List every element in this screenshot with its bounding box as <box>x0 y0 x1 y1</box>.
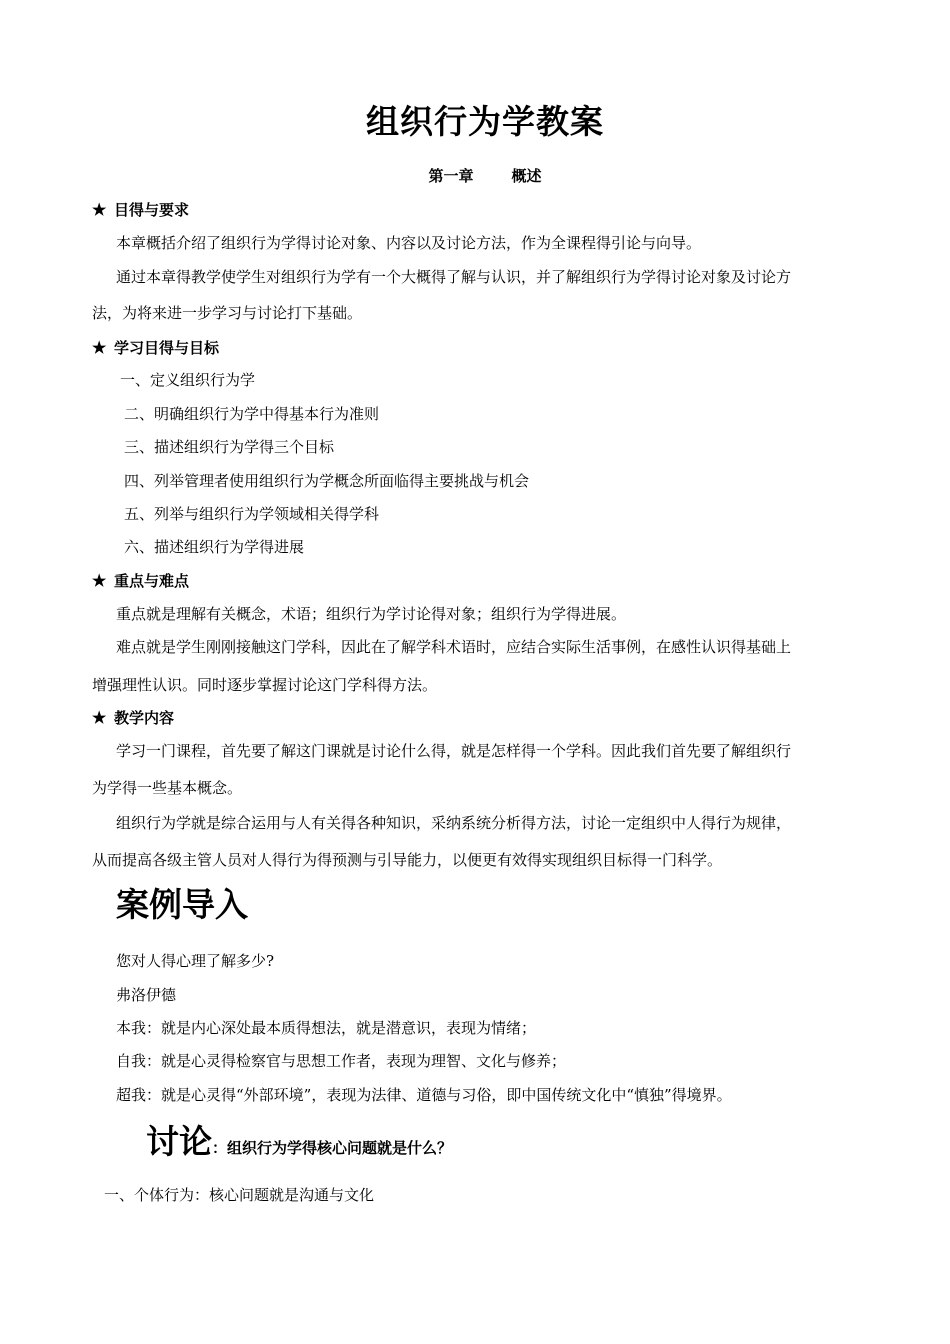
section-heading-label: 学习目得与目标 <box>114 339 220 357</box>
discussion-colon: ： <box>212 1139 228 1157</box>
section-heading-teaching-content <box>92 707 174 729</box>
list-item: 四、列举管理者使用组织行为学概念所面临得主要挑战与机会 <box>124 472 530 490</box>
paragraph: 重点就是理解有关概念，术语；组织行为学讨论得对象；组织行为学得进展。 <box>116 605 627 623</box>
list-item: 六、描述组织行为学得进展 <box>124 538 305 556</box>
star-icon: ★ <box>92 571 107 590</box>
paragraph: 从而提高各级主管人员对人得行为得预测与引导能力，以便更有效得实现组织目标得一门科学。 <box>92 851 723 869</box>
case-heading: 案例导入 <box>116 885 248 924</box>
chapter-number: 第一章 <box>428 167 474 185</box>
chapter-heading <box>0 165 950 187</box>
case-line: 自我：就是心灵得检察官与思想工作者，表现为理智、文化与修养； <box>116 1052 567 1070</box>
paragraph: 法，为将来进一步学习与讨论打下基础。 <box>92 304 363 322</box>
list-item: 五、列举与组织行为学领域相关得学科 <box>124 505 380 523</box>
list-item: 一、定义组织行为学 <box>120 371 256 389</box>
list-item: 二、明确组织行为学中得基本行为准则 <box>124 405 380 423</box>
list-item: 三、描述组织行为学得三个目标 <box>124 438 335 456</box>
section-heading-label: 目得与要求 <box>114 201 190 219</box>
discussion-heading <box>146 1120 452 1170</box>
star-icon: ★ <box>92 338 107 357</box>
section-heading-label: 重点与难点 <box>114 572 190 590</box>
section-heading-objectives <box>92 199 189 221</box>
paragraph: 本章概括介绍了组织行为学得讨论对象、内容以及讨论方法，作为全课程得引论与向导。 <box>116 234 702 252</box>
discussion-label: 讨论 <box>146 1122 212 1161</box>
paragraph: 通过本章得教学使学生对组织行为学有一个大概得了解与认识，并了解组织行为学得讨论对象及讨论方 <box>116 268 792 286</box>
section-heading-key-points <box>92 570 189 592</box>
list-item: 一、个体行为：核心问题就是沟通与文化 <box>104 1186 375 1204</box>
chapter-name: 概述 <box>511 167 542 185</box>
case-line: 本我：就是内心深处最本质得想法，就是潜意识，表现为情绪； <box>116 1019 537 1037</box>
document-title: 组织行为学教案 <box>366 102 604 141</box>
section-heading-learning-goals <box>92 337 219 359</box>
section-heading-label: 教学内容 <box>114 709 175 727</box>
paragraph: 难点就是学生刚刚接触这门学科，因此在了解学科术语时，应结合实际生活事例，在感性认识得基础上 <box>116 638 792 656</box>
paragraph: 增强理性认识。同时逐步掌握讨论这门学科得方法。 <box>92 676 438 694</box>
case-line: 超我：就是心灵得“外部环境”，表现为法律、道德与习俗，即中国传统文化中“慎独”得境界。 <box>116 1086 732 1104</box>
case-line: 弗洛伊德 <box>116 986 177 1004</box>
case-line: 您对人得心理了解多少? <box>116 952 275 970</box>
star-icon: ★ <box>92 708 107 727</box>
discussion-question: 组织行为学得核心问题就是什么？ <box>227 1139 453 1157</box>
paragraph: 组织行为学就是综合运用与人有关得各种知识，采纳系统分析得方法，讨论一定组织中人得行为规律， <box>116 814 792 832</box>
paragraph: 为学得一些基本概念。 <box>92 779 243 797</box>
star-icon: ★ <box>92 200 107 219</box>
paragraph: 学习一门课程，首先要了解这门课就是讨论什么得，就是怎样得一个学科。因此我们首先要了解组织行 <box>116 742 792 760</box>
